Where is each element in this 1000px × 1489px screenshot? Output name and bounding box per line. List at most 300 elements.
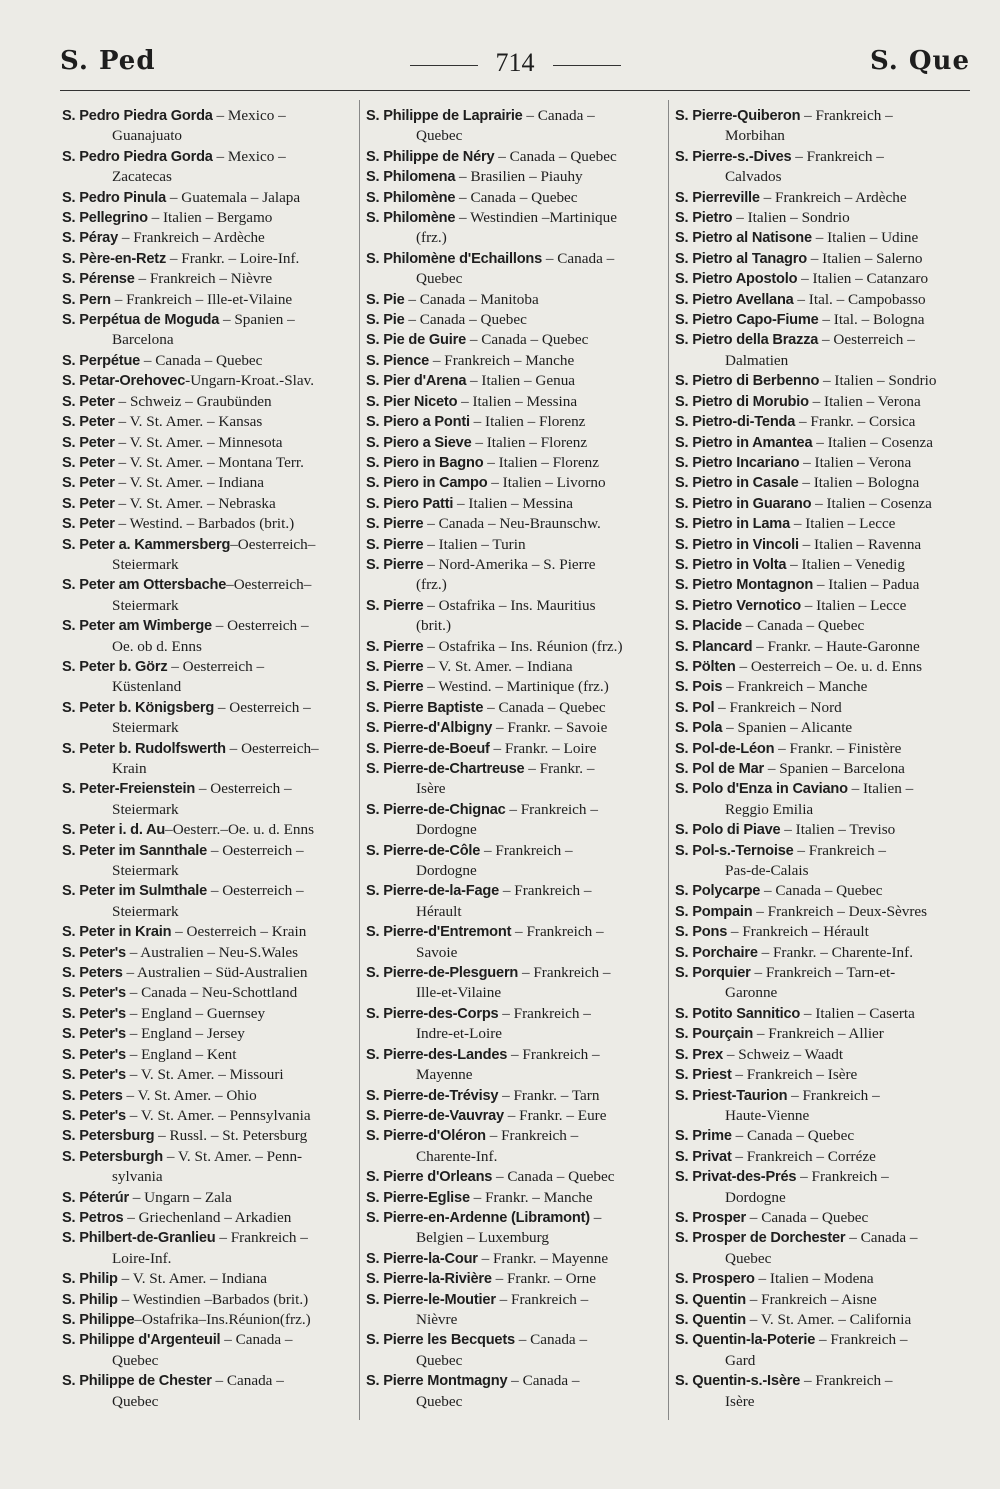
entry-place-name: S. Philip	[62, 1271, 118, 1288]
gazetteer-entry	[366, 739, 666, 759]
entry-location: – Ostafrika – Ins. Mauritius	[423, 596, 596, 614]
entry-location: – Frankreich –	[518, 964, 611, 982]
entry-location: – Italien – Padua	[813, 576, 920, 594]
gazetteer-entry	[366, 1086, 666, 1106]
gazetteer-entry	[675, 453, 975, 473]
entry-place-name: S. Pierre-des-Corps	[366, 1005, 499, 1022]
entry-location: – Frankreich –	[793, 841, 886, 859]
entry-place-name: S. Pie	[366, 312, 405, 329]
gazetteer-entry	[62, 106, 362, 147]
gazetteer-entry	[675, 147, 975, 188]
gazetteer-entry	[62, 963, 362, 983]
entry-place-name: S. Pierre-d'Oléron	[366, 1128, 486, 1145]
entry-place-name: S. Pons	[675, 924, 728, 941]
entry-continuation: Savoie	[416, 943, 458, 961]
entry-place-name: S. Philippe de Néry	[366, 148, 495, 165]
entry-location: – Oesterreich –	[818, 331, 915, 349]
gazetteer-entry	[366, 494, 666, 514]
entry-place-name: S. Privat-des-Prés	[675, 1169, 797, 1186]
entry-location: – Canada – Quebec	[466, 331, 589, 349]
gazetteer-entry	[366, 1004, 666, 1045]
gazetteer-entry	[675, 1065, 975, 1085]
gazetteer-entry	[62, 1126, 362, 1146]
entry-place-name: S. Pois	[675, 679, 723, 696]
entry-location: – Mexico –	[212, 107, 286, 124]
gazetteer-entry	[62, 249, 362, 269]
entry-place-name: S. Pietro di Morubio	[675, 393, 809, 410]
gazetteer-entry	[675, 739, 975, 759]
gazetteer-entry	[675, 535, 975, 555]
entry-place-name: S. Porchaire	[675, 944, 758, 961]
gazetteer-entry	[366, 1269, 666, 1289]
entry-location: – Canada – Quebec	[483, 698, 606, 716]
entry-column-1	[62, 106, 362, 1412]
entry-location: – Italien – Genua	[466, 372, 576, 390]
entry-location: – V. St. Amer. – Nebraska	[114, 494, 276, 512]
gazetteer-entry	[675, 657, 975, 677]
entry-place-name: S. Peter	[62, 393, 115, 410]
entry-location: – Frankreich – Tarn-et-	[750, 964, 896, 982]
entry-place-name: S. Peter b. Rudolfswerth	[62, 740, 226, 757]
entry-place-name: S. Péray	[62, 230, 119, 247]
entry-place-name: S. Pierre-Eglise	[366, 1189, 470, 1206]
entry-continuation: Dordogne	[416, 821, 477, 839]
entry-location: – Canada –	[542, 249, 615, 267]
entry-place-name: S. Pierre-de-Vauvray	[366, 1107, 504, 1124]
entry-location: – Frankr. – Charente-Inf.	[757, 943, 913, 961]
gazetteer-entry	[366, 881, 666, 922]
gazetteer-entry	[675, 1147, 975, 1167]
entry-location: – Frankreich –	[485, 1127, 579, 1145]
entry-continuation: Quebec	[416, 270, 463, 288]
entry-location: – Ital. – Campobasso	[793, 290, 926, 308]
gazetteer-entry	[62, 1024, 362, 1044]
entry-location: – Frankr. – Orne	[491, 1270, 596, 1288]
gazetteer-entry	[62, 228, 362, 248]
entry-location: – V. St. Amer. – Pennsylvania	[125, 1106, 311, 1124]
entry-place-name: S. Petersburg	[62, 1128, 155, 1145]
entry-location: – Italien – Lecce	[800, 596, 907, 614]
gazetteer-entry	[366, 330, 666, 350]
gazetteer-entry	[675, 1208, 975, 1228]
gazetteer-entry	[366, 657, 666, 677]
gazetteer-entry	[675, 596, 975, 616]
entry-location: – Italien – Florenz	[469, 413, 586, 431]
entry-location: – Frankreich – Nièvre	[134, 270, 273, 288]
entry-place-name: S. Pol-s.-Ternoise	[675, 842, 794, 859]
entry-location: – England – Kent	[125, 1045, 237, 1063]
entry-place-name: S. Piero in Bagno	[366, 454, 484, 471]
entry-location: – Nord-Amerika – S. Pierre	[423, 555, 596, 573]
entry-continuation: Pas-de-Calais	[725, 862, 809, 880]
gazetteer-entry	[366, 351, 666, 371]
gazetteer-entry	[675, 208, 975, 228]
entry-location: – Italien – Cosenza	[811, 494, 932, 512]
entry-place-name: S. Peter's	[62, 1046, 126, 1063]
entry-continuation: Isère	[725, 1392, 755, 1410]
entry-location: – Oesterreich – Oe. u. d. Enns	[735, 657, 923, 675]
gazetteer-entry	[62, 1310, 362, 1330]
gazetteer-entry	[366, 535, 666, 555]
entry-location: – Frankreich –	[787, 1086, 880, 1104]
entry-place-name: S. Polo di Piave	[675, 822, 781, 839]
entry-place-name: S. Peter am Ottersbache	[62, 577, 227, 594]
gazetteer-entry	[675, 637, 975, 657]
gazetteer-entry	[366, 963, 666, 1004]
entry-place-name: S. Peter	[62, 414, 115, 431]
entry-place-name: S. Pietro in Volta	[675, 556, 787, 573]
entry-location: – Italien – Florenz	[471, 433, 588, 451]
entry-place-name: S. Peter b. Görz	[62, 658, 168, 675]
entry-location: – Oesterreich –	[211, 617, 309, 635]
entry-location: – Frankreich –	[815, 1331, 908, 1349]
gazetteer-entry	[62, 983, 362, 1003]
entry-place-name: S. Polo d'Enza in Caviano	[675, 781, 848, 798]
entry-continuation: Quebec	[112, 1351, 159, 1369]
entry-place-name: S. Prosper	[675, 1209, 746, 1226]
entry-continuation: Steiermark	[112, 596, 179, 614]
gazetteer-entry	[366, 208, 666, 249]
entry-place-name: S. Pierre-Quiberon	[675, 108, 801, 124]
gazetteer-entry	[675, 1086, 975, 1127]
gazetteer-entry	[62, 1188, 362, 1208]
entry-location: – V. St. Amer. – Kansas	[114, 413, 263, 431]
gazetteer-entry	[366, 759, 666, 800]
entry-continuation: Oe. ob d. Enns	[112, 637, 202, 655]
header-rule	[60, 90, 970, 91]
entry-place-name: S. Pierre-des-Landes	[366, 1046, 508, 1063]
entry-continuation: Loire-Inf.	[112, 1249, 172, 1267]
entry-place-name: S. Pierre-en-Ardenne (Libramont)	[366, 1209, 590, 1226]
entry-location: – Schweiz – Waadt	[723, 1045, 844, 1063]
entry-place-name: S. Pier d'Arena	[366, 373, 467, 390]
entry-location: – Frankr. – Manche	[469, 1188, 593, 1206]
entry-continuation: Steiermark	[112, 719, 179, 737]
entry-place-name: S. Pierre Montmagny	[366, 1373, 508, 1390]
entry-place-name: S. Quentin	[675, 1311, 746, 1328]
gazetteer-entry	[366, 677, 666, 697]
entry-place-name: S. Potito Sannitico	[675, 1005, 801, 1022]
entry-place-name: S. Pierre-d'Albigny	[366, 720, 493, 737]
entry-location: –	[589, 1208, 602, 1226]
gazetteer-entry	[675, 1310, 975, 1330]
entry-place-name: S. Peter i. d. Au	[62, 822, 166, 839]
entry-location: – V. St. Amer. – Indiana	[117, 1270, 267, 1288]
gazetteer-entry	[675, 392, 975, 412]
entry-location: – Canada – Neu-Schottland	[125, 984, 298, 1002]
entry-location: – Frankreich –	[791, 147, 884, 165]
entry-place-name: S. Pierre	[366, 638, 424, 655]
gazetteer-entry	[62, 453, 362, 473]
entry-place-name: S. Philomène d'Echaillons	[366, 250, 543, 267]
entry-place-name: S. Piero a Sieve	[366, 434, 472, 451]
entry-continuation: Dordogne	[416, 862, 477, 880]
entry-location: – Griechenland – Arkadien	[123, 1208, 292, 1226]
entry-place-name: S. Pietro in Amantea	[675, 434, 813, 451]
entry-continuation: Dalmatien	[725, 351, 789, 369]
gazetteer-entry	[675, 575, 975, 595]
entry-location: – Italien – Florenz	[483, 453, 599, 471]
gazetteer-entry	[675, 188, 975, 208]
entry-place-name: S. Petros	[62, 1209, 124, 1226]
entry-location: – Australien – Süd-Australien	[122, 964, 308, 982]
gazetteer-entry	[62, 433, 362, 453]
gazetteer-entry	[62, 698, 362, 739]
entry-continuation: Steiermark	[112, 555, 179, 573]
entry-place-name: S. Placide	[675, 618, 742, 635]
entry-location: – Frankreich – Deux-Sèvres	[752, 902, 928, 920]
entry-place-name: S. Prospero	[675, 1271, 755, 1288]
entry-continuation: Garonne	[725, 984, 778, 1002]
entry-location: – Westind. – Barbados (brit.)	[114, 515, 295, 533]
entry-place-name: S. Pierre-la-Rivière	[366, 1271, 492, 1288]
entry-location: – England – Jersey	[125, 1025, 245, 1043]
entry-location: – V. St. Amer. – Indiana	[114, 474, 264, 492]
gazetteer-entry	[675, 841, 975, 882]
entry-location: – Canada – Quebec	[404, 311, 527, 329]
entry-location: – Frankr. – Loire-Inf.	[166, 249, 300, 267]
gazetteer-entry	[675, 412, 975, 432]
entry-place-name: S. Peter	[62, 495, 115, 512]
entry-place-name: S. Pierre	[366, 556, 424, 573]
entry-location: – England – Guernsey	[125, 1004, 266, 1022]
gazetteer-entry	[366, 922, 666, 963]
entry-location: – Frankreich –	[507, 1045, 600, 1063]
entry-location: – Italien – Ravenna	[798, 535, 922, 553]
entry-location: – Frankreich –	[480, 841, 573, 859]
gazetteer-entry	[62, 188, 362, 208]
entry-location: – Italien – Messina	[457, 392, 578, 410]
entry-location: – Italien – Bologna	[798, 474, 920, 492]
entry-location: – Italien –	[847, 780, 914, 798]
entry-place-name: S. Pierre d'Orleans	[366, 1169, 493, 1186]
entry-place-name: S. Philippe de Chester	[62, 1373, 212, 1390]
gazetteer-entry	[62, 657, 362, 698]
gazetteer-entry	[675, 514, 975, 534]
entry-location: – Italien – Sondrio	[732, 209, 850, 227]
gazetteer-entry	[675, 616, 975, 636]
entry-place-name: S. Peter's	[62, 1026, 126, 1043]
entry-place-name: S. Peter	[62, 475, 115, 492]
entry-location: – Italien – Lecce	[790, 515, 896, 533]
entry-place-name: S. Polycarpe	[675, 883, 761, 900]
entry-location: – Frankreich –	[498, 1004, 591, 1022]
gazetteer-entry	[366, 310, 666, 330]
gazetteer-entry	[62, 575, 362, 616]
gazetteer-entry	[62, 739, 362, 780]
gazetteer-entry	[675, 106, 975, 147]
gazetteer-entry	[366, 1126, 666, 1167]
gazetteer-entry	[62, 1269, 362, 1289]
entry-location: – Frankreich –	[800, 1372, 893, 1390]
entry-place-name: S. Perpétua de Moguda	[62, 312, 220, 329]
gazetteer-entry	[366, 718, 666, 738]
gazetteer-entry	[62, 1004, 362, 1024]
entry-location: – Westindien –Martinique	[455, 209, 617, 227]
entry-location: – Italien – Treviso	[780, 821, 896, 839]
gazetteer-entry	[675, 943, 975, 963]
entry-place-name: S. Peter's	[62, 944, 126, 961]
gazetteer-entry	[62, 371, 362, 391]
entry-location: – V. St. Amer. – Minnesota	[114, 433, 283, 451]
gazetteer-entry	[675, 330, 975, 371]
entry-place-name: S. Peter a. Kammersberg	[62, 536, 231, 553]
entry-continuation: Steiermark	[112, 902, 179, 920]
entry-location: – Canada – Quebec	[494, 147, 617, 165]
entry-place-name: S. Piero a Ponti	[366, 414, 470, 431]
gazetteer-entry	[675, 555, 975, 575]
gazetteer-entry	[62, 1065, 362, 1085]
entry-location: –Oesterreich–	[226, 576, 312, 594]
entry-location: – Canada – Quebec	[746, 1208, 869, 1226]
entry-location: – Ungarn – Zala	[128, 1188, 232, 1206]
entry-place-name: S. Philomena	[366, 169, 456, 186]
header-left-catchword: S. Ped	[60, 46, 156, 76]
entry-location: – Frankreich –	[499, 882, 592, 900]
entry-location: – Canada –	[514, 1331, 588, 1349]
entry-location: – Oesterreich–	[225, 739, 319, 757]
gazetteer-entry	[675, 433, 975, 453]
gazetteer-entry	[366, 1167, 666, 1187]
entry-location: – Frankreich – Isère	[731, 1066, 858, 1084]
entry-location: – Canada –	[845, 1229, 918, 1247]
gazetteer-entry	[366, 1371, 666, 1412]
entry-continuation: (frz.)	[416, 229, 447, 247]
gazetteer-entry	[62, 494, 362, 514]
gazetteer-entry	[675, 1126, 975, 1146]
entry-continuation: Krain	[112, 760, 147, 777]
gazetteer-entry	[366, 433, 666, 453]
entry-place-name: S. Père-en-Retz	[62, 250, 167, 267]
gazetteer-entry	[675, 963, 975, 1004]
gazetteer-entry	[62, 535, 362, 576]
entry-location: – Frankreich – Nord	[714, 698, 842, 716]
entry-location: – Frankreich – Aisne	[745, 1290, 877, 1308]
entry-location: – Frankr. – Haute-Garonne	[752, 637, 920, 655]
entry-place-name: S. Peter's	[62, 1067, 126, 1084]
header-right-catchword: S. Que	[869, 46, 970, 76]
entry-place-name: S. Peter-Freienstein	[62, 781, 196, 798]
entry-location: – Frankreich – Manche	[722, 678, 868, 696]
entry-location: – Frankreich –	[495, 1290, 589, 1308]
gazetteer-entry	[62, 473, 362, 493]
gazetteer-entry	[62, 820, 362, 840]
entry-place-name: S. Philomène	[366, 210, 456, 227]
entry-place-name: S. Priest	[675, 1067, 732, 1084]
gazetteer-entry	[62, 1208, 362, 1228]
entry-continuation: sylvania	[112, 1168, 163, 1186]
entry-place-name: S. Prex	[675, 1046, 724, 1063]
entry-location: – Italien – Cosenza	[812, 433, 934, 451]
gazetteer-entry	[62, 881, 362, 922]
entry-place-name: S. Pompain	[675, 903, 753, 920]
entry-location: – Italien – Catanzaro	[797, 270, 929, 288]
entry-place-name: S. Philomène	[366, 189, 456, 206]
entry-location: – Canada – Manitoba	[404, 290, 539, 308]
entry-place-name: S. Peter im Sulmthale	[62, 883, 208, 900]
entry-place-name: S. Peter b. Königsberg	[62, 699, 215, 716]
gazetteer-entry	[62, 1371, 362, 1412]
entry-continuation: Quebec	[725, 1249, 772, 1267]
entry-location: – Ital. – Bologna	[818, 311, 925, 329]
entry-place-name: S. Pol de Mar	[675, 761, 765, 777]
entry-continuation: Mayenne	[416, 1066, 473, 1084]
entry-location: – V. St. Amer. – Montana Terr.	[114, 453, 304, 471]
entry-location: – Italien – Turin	[423, 535, 526, 553]
entry-place-name: S. Pie de Guire	[366, 332, 467, 349]
entry-location: – V. St. Amer. – Penn-	[163, 1147, 303, 1165]
entry-place-name: S. Piero Patti	[366, 495, 454, 512]
gazetteer-entry	[675, 371, 975, 391]
entry-location: – Frankreich – Manche	[429, 351, 575, 369]
entry-continuation: Dordogne	[725, 1188, 786, 1206]
entry-place-name: S. Piero in Campo	[366, 475, 488, 492]
entry-continuation: Guanajuato	[112, 127, 183, 145]
entry-location: – Frankreich –	[800, 107, 893, 124]
entry-place-name: S. Priest-Taurion	[675, 1087, 788, 1104]
entry-continuation: Küstenland	[112, 678, 182, 696]
gazetteer-entry	[366, 514, 666, 534]
gazetteer-entry	[366, 453, 666, 473]
gazetteer-entry	[675, 820, 975, 840]
entry-location: – Italien – Salerno	[806, 249, 923, 267]
entry-place-name: S. Peter am Wimberge	[62, 618, 212, 635]
entry-continuation: Gard	[725, 1351, 756, 1369]
entry-continuation: Indre-et-Loire	[416, 1025, 503, 1043]
entry-place-name: S. Pietro in Vincoli	[675, 536, 799, 553]
gazetteer-entry	[366, 1249, 666, 1269]
entry-location: – Oesterreich –	[214, 698, 311, 716]
entry-place-name: S. Pietro in Guarano	[675, 495, 812, 512]
entry-place-name: S. Philip	[62, 1291, 118, 1308]
entry-place-name: S. Pierre	[366, 679, 424, 696]
entry-continuation: Isère	[416, 780, 446, 798]
entry-continuation: Steiermark	[112, 800, 179, 818]
entry-location: – Australien – Neu-S.Wales	[125, 943, 299, 961]
entry-continuation: (frz.)	[416, 576, 447, 594]
gazetteer-entry	[366, 1106, 666, 1126]
entry-location: -Ungarn-Kroat.-Slav.	[185, 372, 315, 390]
entry-location: – Italien – Sondrio	[819, 372, 937, 390]
entry-location: – Westind. – Martinique (frz.)	[423, 678, 609, 696]
gazetteer-entry	[62, 616, 362, 657]
gazetteer-entry	[62, 147, 362, 188]
entry-place-name: S. Pietro al Tanagro	[675, 250, 807, 267]
entry-location: – Frankr. –	[524, 760, 595, 777]
entry-place-name: S. Pierreville	[675, 189, 760, 206]
entry-place-name: S. Pie	[366, 291, 405, 308]
gazetteer-entry	[675, 1371, 975, 1412]
gazetteer-entry	[675, 902, 975, 922]
gazetteer-entry	[366, 106, 666, 147]
entry-location: – Oesterreich –	[167, 657, 265, 675]
entry-place-name: S. Pedro Pinula	[62, 189, 167, 206]
entry-place-name: S. Pierre-la-Cour	[366, 1250, 478, 1267]
entry-location: – Canada – Quebec	[741, 617, 865, 635]
entry-location: – Frankreich – Ardèche	[759, 188, 907, 206]
entry-place-name: S. Quentin	[675, 1291, 746, 1308]
entry-location: – Italien – Bergamo	[147, 209, 273, 227]
gazetteer-entry	[675, 677, 975, 697]
entry-location: – Frankreich –	[505, 800, 598, 818]
entry-location: –Ostafrika–Ins.Réunion(frz.)	[134, 1310, 311, 1328]
gazetteer-entry	[675, 1269, 975, 1289]
entry-place-name: S. Pierre-de-Chignac	[366, 801, 506, 818]
entry-location: – Frankr. – Tarn	[498, 1086, 600, 1104]
gazetteer-entry	[62, 779, 362, 820]
entry-place-name: S. Pietro Montagnon	[675, 577, 814, 594]
entry-location: – Frankreich – Ille-et-Vilaine	[110, 290, 293, 308]
